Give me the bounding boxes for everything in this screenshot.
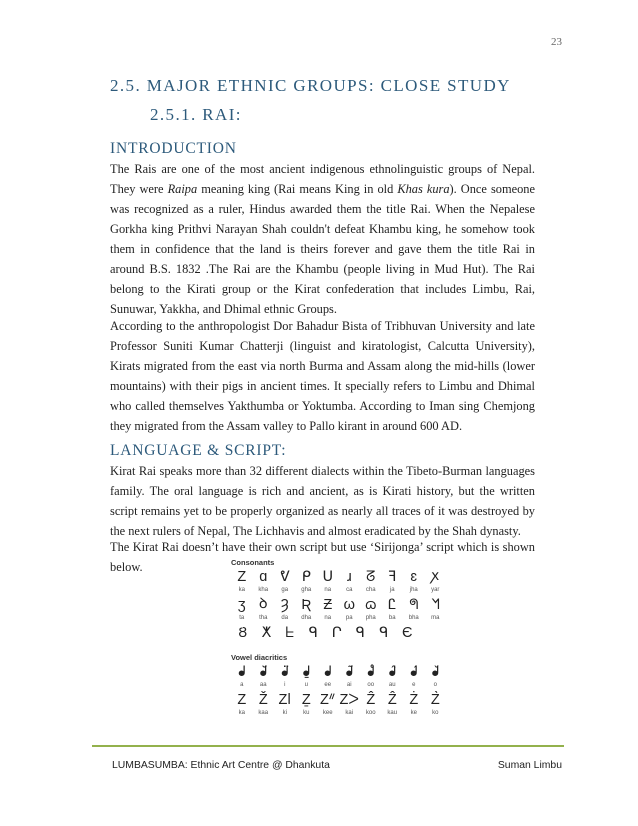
consonant-row-1-glyphs <box>231 568 446 585</box>
vowel-diacritic-row-roman-label: i <box>284 682 286 688</box>
consonant-row-2-glyph: Ʀ <box>301 597 312 613</box>
consonant-row-3-glyphs <box>231 624 446 641</box>
consonant-row-1-roman-label: kha <box>258 587 269 593</box>
introduction-paragraph-1 <box>110 159 535 319</box>
consonant-row-2-roman-label: ba <box>388 615 396 621</box>
consonant-row-3-glyph: Ȣ <box>238 625 248 641</box>
ka-series-row-roman-label: kee <box>322 710 333 716</box>
vowel-diacritic-row-glyph: ᖱ́ <box>410 664 418 680</box>
ka-series-row-glyph: Zᐳ <box>339 692 359 708</box>
consonant-row-1-roman-label: ga <box>281 587 289 593</box>
consonant-row-2-roman-label: na <box>324 615 332 621</box>
consonant-row-1-roman-label: cha <box>365 587 376 593</box>
vowel-diacritic-row-glyph: ᖱ̃ <box>345 664 353 680</box>
consonant-row-1-glyph: ᑭ <box>301 569 311 585</box>
vowel-diacritic-row-roman-label: au <box>388 682 396 688</box>
ka-series-row-roman-label: ka <box>238 710 245 716</box>
vowel-diacritic-row-roman-label: ai <box>346 682 352 688</box>
ka-series-row-roman-label: ki <box>282 710 287 716</box>
consonant-row-3-glyph: ᖶ <box>285 625 295 641</box>
introduction-heading: INTRODUCTION <box>110 140 237 157</box>
ka-series-row-glyph: Ẑ <box>387 692 397 708</box>
language-heading: LANGUAGE & SCRIPT: <box>110 442 287 459</box>
subsection-title: 2.5.1. RAI: <box>150 105 242 124</box>
consonant-row-1-glyph: ꭗ <box>431 568 440 584</box>
vowel-diacritic-row-glyph: ᖱ̌ <box>431 664 439 680</box>
consonant-row-2-glyphs <box>231 596 446 613</box>
ka-series-row-roman-label: ke <box>410 710 417 716</box>
consonant-row-1-glyph: ꟻ <box>388 569 397 585</box>
consonant-row-2-glyph: ʒ <box>237 597 246 613</box>
consonant-row-3-glyph: Є <box>402 625 413 641</box>
consonant-row-1-glyph: Z <box>237 569 247 585</box>
ka-series-row-roman-label: koo <box>365 710 376 716</box>
consonant-row-3-roman-label <box>278 641 302 652</box>
intro-text-1: The Rais are one of the most ancient indigenous ethnolinguistic groups of Nepal. They were <box>110 162 535 196</box>
consonant-row-1-glyph: ᕓ <box>279 569 290 585</box>
vowel-diacritic-row-glyph: ᖱ̱ <box>302 664 310 680</box>
vowel-diacritic-row-roman-label: o <box>433 682 437 688</box>
consonant-row-3-glyph: ᑫ <box>355 625 365 641</box>
consonant-row-2-roman-label: ma <box>431 615 440 621</box>
ka-series-row-roman-label: kaa <box>258 710 269 716</box>
vowel-diacritic-row-glyph: ᖱ <box>238 664 246 680</box>
ka-series-row-glyph: Ž <box>258 692 268 708</box>
consonant-row-1-roman-label: yar <box>431 587 440 593</box>
vowel-diacritic-row-roman-label: oo <box>367 682 375 688</box>
vowel-diacritic-row-roman-label: ee <box>324 682 332 688</box>
footer-rule <box>92 745 564 747</box>
page-number: 23 <box>551 36 562 48</box>
ka-series-row-roman <box>231 708 446 719</box>
ka-series-row-roman-label: ko <box>432 710 439 716</box>
consonant-rows <box>231 568 446 652</box>
consonant-row-1-roman-label: ja <box>389 587 395 593</box>
consonant-row-2-glyph: ꝺ <box>258 596 268 612</box>
ka-series-row-glyphs <box>231 691 446 708</box>
consonant-row-3-glyph: Ր <box>331 625 342 641</box>
consonant-row-1-glyph: ᘔ <box>366 569 376 585</box>
consonant-row-2-glyph: ɷ <box>365 597 377 613</box>
consonant-row-2-roman-label: ta <box>239 615 245 621</box>
ka-series-row-roman-label: kai <box>345 710 354 716</box>
consonant-row-2-roman-label: tha <box>259 615 268 621</box>
consonant-row-3-roman-label <box>255 641 279 652</box>
ka-series-row-glyph: Z <box>237 692 247 708</box>
consonant-row-2-glyph: Ꮭ <box>388 597 397 613</box>
consonant-row-1-glyph: ɑ <box>259 569 268 585</box>
sirijonga-script-chart <box>231 557 446 729</box>
consonant-row-3-roman-label <box>231 641 255 652</box>
consonant-row-2-roman-label: dha <box>301 615 312 621</box>
vowel-diacritic-row-roman-label: aa <box>259 682 267 688</box>
consonant-row-3-roman-label <box>372 641 396 652</box>
vowel-diacritic-row-glyph: ᖱ̊ <box>367 664 375 680</box>
ka-series-row-glyph: Zᐥ <box>319 692 336 708</box>
consonant-row-1-roman-label: ca <box>346 587 353 593</box>
consonant-row-2-roman-label: pa <box>345 615 353 621</box>
consonant-row-2-glyph: ᖿ <box>430 597 440 613</box>
language-paragraph-2: The Kirat Rai doesn’t have their own script but use ‘Sirijonga’ script which is shown below. <box>110 540 535 574</box>
consonant-row-3-roman-label <box>349 641 373 652</box>
consonant-row-3-glyph: ᑫ <box>308 625 318 641</box>
vowel-rows <box>231 663 446 719</box>
ka-series-row-roman-label: kau <box>387 710 398 716</box>
consonant-row-1-glyph: ɹ <box>346 569 352 585</box>
footer-author: Suman Limbu <box>497 760 562 771</box>
consonants-label: Consonants <box>231 558 275 567</box>
ka-series-row-roman-label: ku <box>303 710 310 716</box>
language-paragraph-1: Kirat Rai speaks more than 32 different dialects within the Tibeto-Burman languages family. The oral language is rich and ancient, as is Kirati history, but the written script remains yet to be properly organized as nearly all traces of it was destroyed by the next rulers of Nepal, The Lichhavis and almost eradicated by the Shah dynasty. <box>110 464 535 538</box>
consonant-row-2-roman <box>231 613 446 624</box>
ka-series-row-glyph: Ẕ <box>301 692 311 708</box>
consonant-row-2-glyph: ω <box>343 597 355 613</box>
consonant-row-1-roman-label: gha <box>301 587 312 593</box>
vowel-diacritic-row-glyph: ᖱ̆ <box>259 664 267 680</box>
consonant-row-3-glyph: ⵅ <box>261 625 271 641</box>
consonant-row-3-glyph: ᑫ <box>379 625 389 641</box>
consonant-row-2-glyph: ᖗ <box>409 597 419 613</box>
consonant-row-2-glyph: Ƶ <box>323 597 333 613</box>
vowel-diacritic-row-glyphs <box>231 663 446 680</box>
footer-left-text: LUMBASUMBA: Ethnic Art Centre @ Dhankuta <box>112 760 330 771</box>
consonant-row-1-roman-label: jha <box>409 587 418 593</box>
intro-text-2: meaning king (Rai means King in old <box>197 182 398 196</box>
consonant-row-1-roman-label: na <box>324 587 332 593</box>
vowel-diacritic-row-roman <box>231 680 446 691</box>
consonant-row-2-roman-label: pha <box>365 615 376 621</box>
consonant-row-2-glyph: Ȝ <box>280 597 289 613</box>
consonant-row-3-roman-label <box>325 641 349 652</box>
ka-series-row-glyph: Zǀ <box>278 692 292 708</box>
ka-series-row-glyph: Ẑ <box>366 692 376 708</box>
intro-emphasis-khas-kura: Khas kura <box>397 182 450 196</box>
ka-series-row-glyph: Ż <box>409 692 419 708</box>
vowel-diacritic-row-glyph: ᖱ̈ <box>281 664 289 680</box>
vowel-diacritics-label: Vowel diacritics <box>231 653 288 662</box>
intro-text-3: ). Once someone was recognized as a ruler, Hindus awarded them the title Rai. When the Nepalese Gorkha king Prithvi Narayan Shah couldn't defeat Khambu king, he somehow took them in confidence that the land is theirs forever and gave them the title Rai in around B.S. 1832 .The Rai are the Khambu (people living in Mud Hut). The Rai belong to the Kirati group or the Kirat confederation that includes Limbu, Rai, Sunuwar, Yakkha, and Dhimal ethnic Groups. <box>110 182 536 316</box>
vowel-diacritic-row-roman-label: a <box>240 682 244 688</box>
intro-emphasis-raipa: Raipa <box>167 182 198 196</box>
ka-series-row-glyph: Z̀ <box>430 692 440 708</box>
vowel-diacritic-row-roman-label: e <box>412 682 416 688</box>
section-title: 2.5. MAJOR ETHNIC GROUPS: CLOSE STUDY <box>110 76 511 95</box>
vowel-diacritic-row-glyph: ᖱ̂ <box>388 664 396 680</box>
consonant-row-3-roman-label <box>396 641 420 652</box>
consonant-row-1-glyph: ɛ <box>410 569 418 585</box>
consonant-row-3-roman-label <box>302 641 326 652</box>
introduction-paragraph-2: According to the anthropologist Dor Bahadur Bista of Tribhuvan University and late Professor Suniti Kumar Chatterji (linguist and kiratologist, Calcutta University), Kirats migrated from the east via north Burma and Assam along the mid-hills (lower mountains) with their pigs in ancient times. It specially refers to Limbu and Dhimal who called themselves Yakthumba or Yoktumba. According to Iman sing Chemjong they migrated from the Assam valley to Pallo kirant in around 600 AD. <box>110 319 535 433</box>
consonant-row-2-roman-label: da <box>281 615 289 621</box>
vowel-diacritic-row-roman-label: u <box>304 682 308 688</box>
consonant-row-1-glyph: ᑌ <box>322 569 334 585</box>
consonant-row-2-roman-label: bha <box>408 615 419 621</box>
consonant-row-3-roman <box>231 641 446 652</box>
vowel-diacritic-row-glyph: ᖱ̵ <box>324 664 332 680</box>
consonant-row-1-roman-label: ka <box>238 587 245 593</box>
